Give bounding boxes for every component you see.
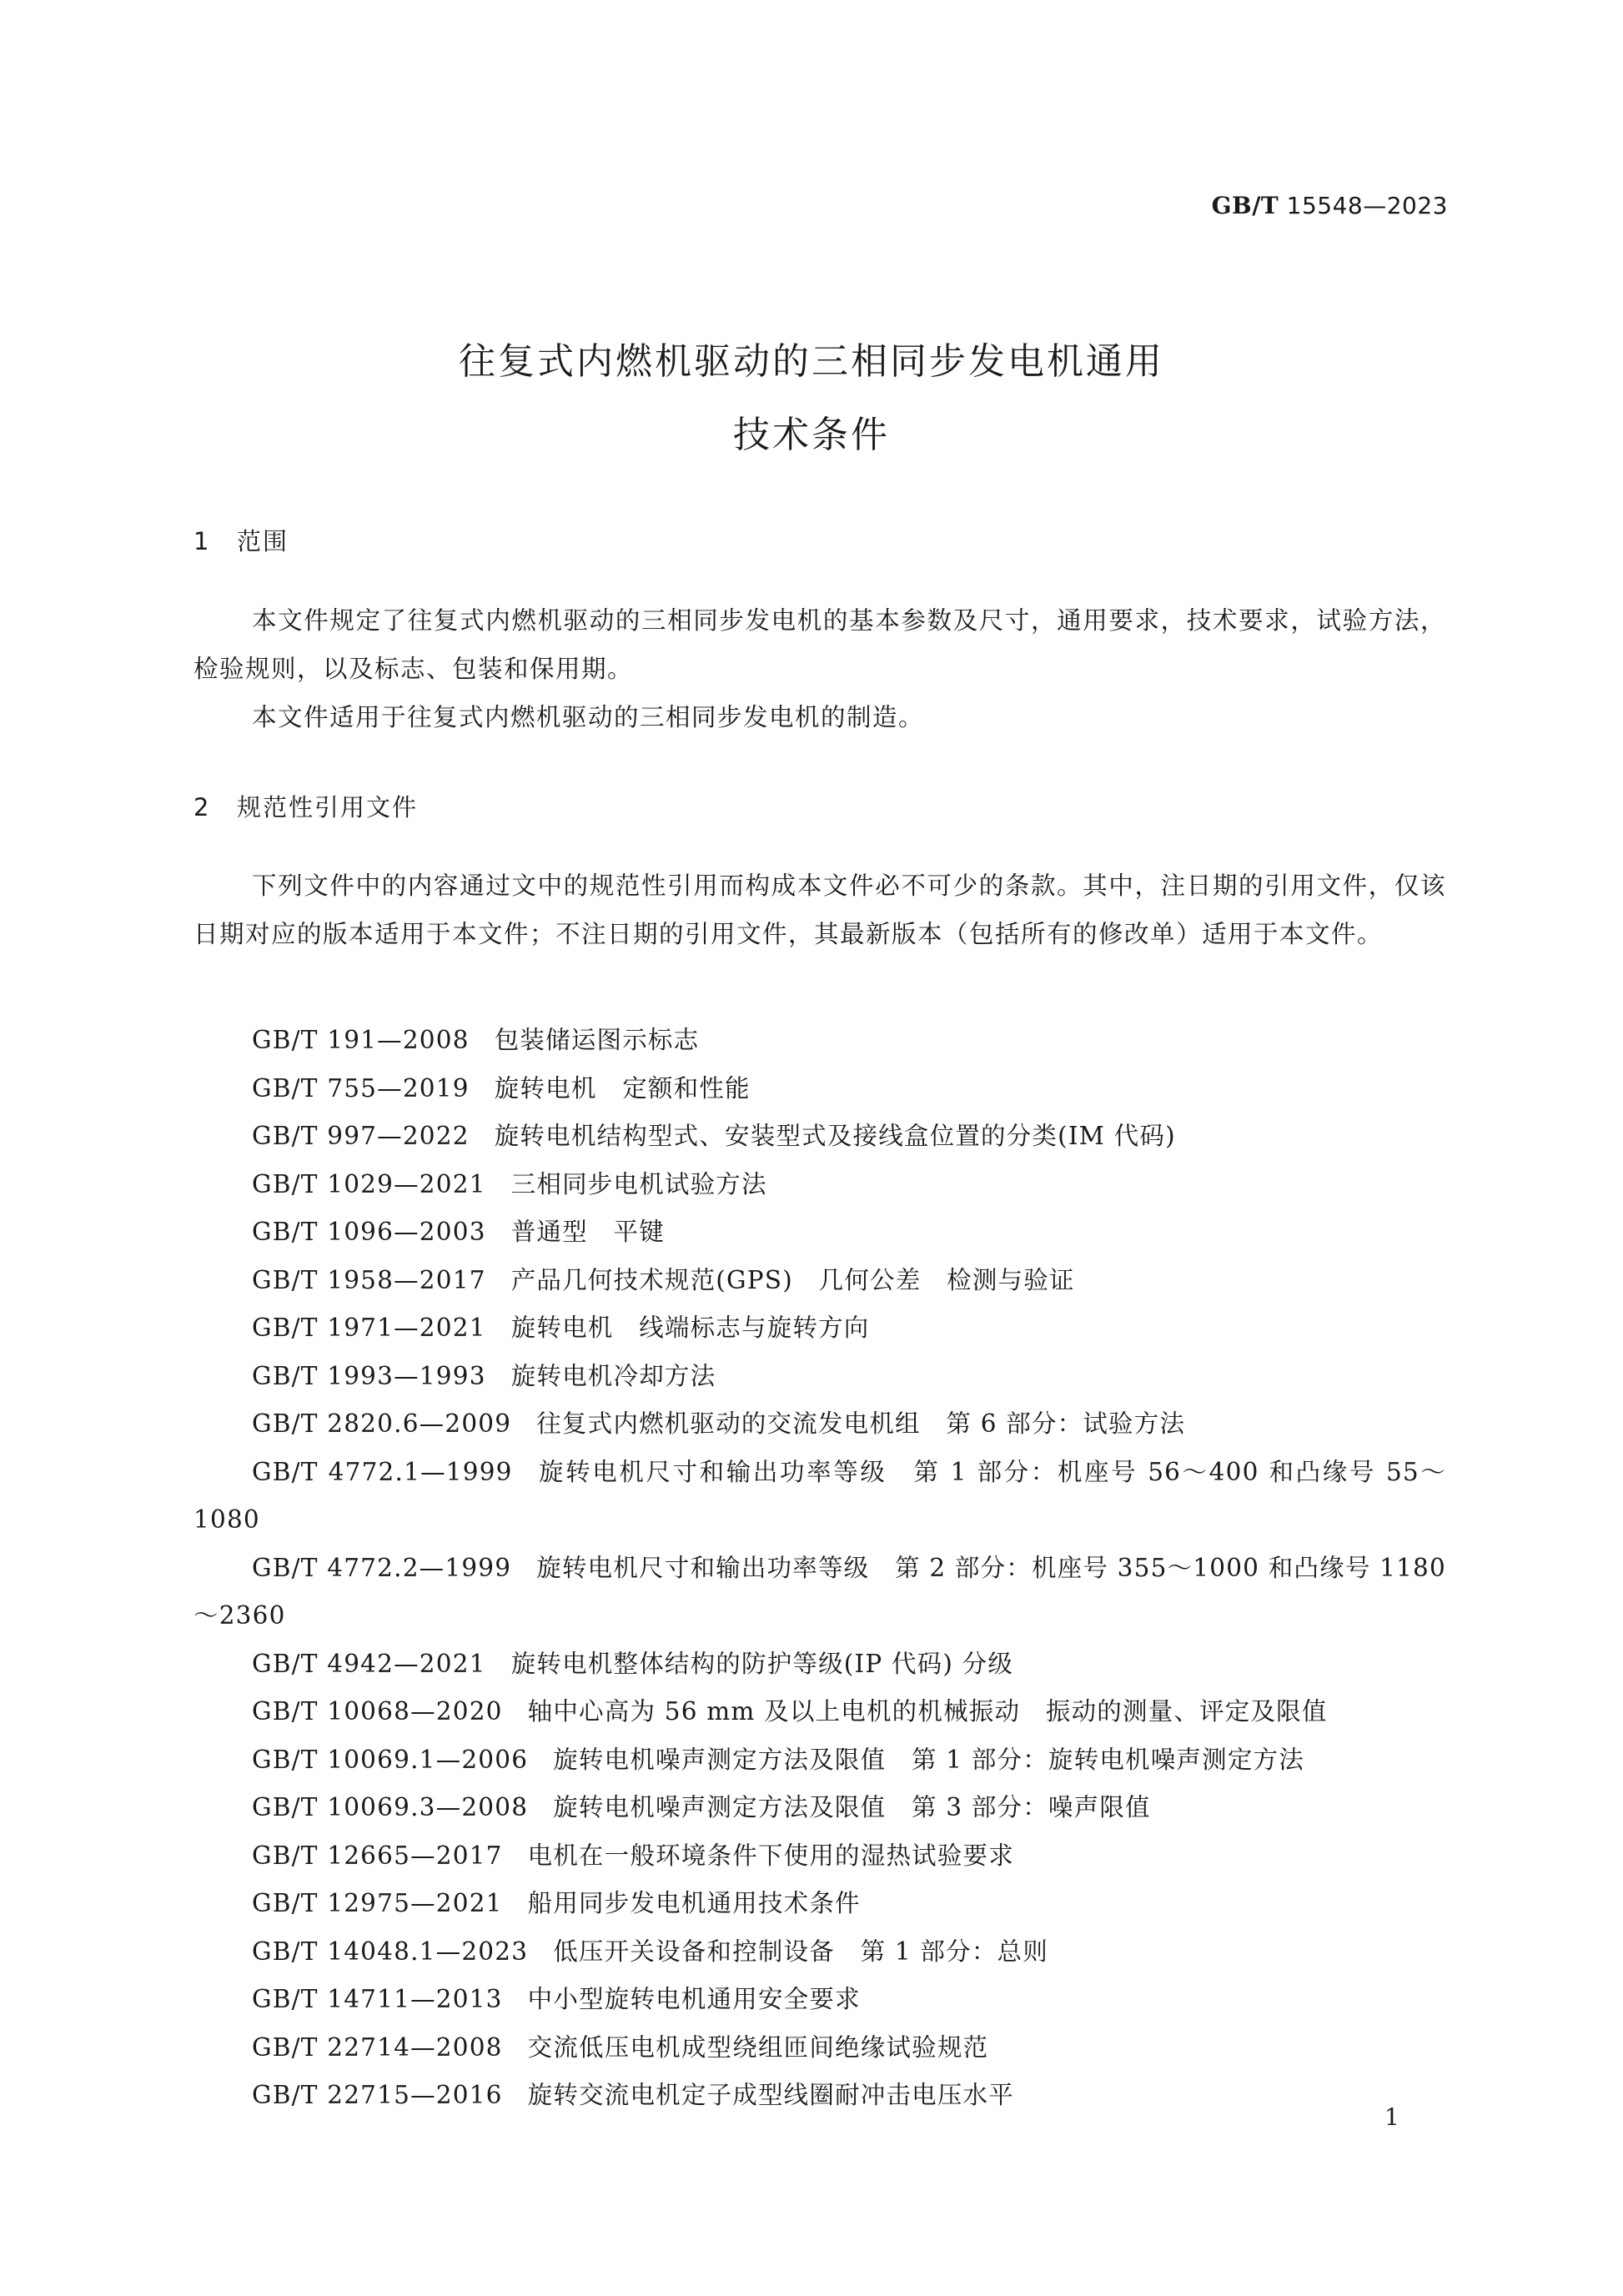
reference-item <box>193 1400 1446 1449</box>
reference-title: 低压开关设备和控制设备 第 1 部分：总则 <box>553 1937 1048 1966</box>
reference-code: GB/T 1029—2021 <box>252 1169 486 1198</box>
reference-item <box>193 1161 1446 1209</box>
reference-code: GB/T 1958—2017 <box>252 1265 486 1294</box>
reference-item <box>193 1257 1446 1305</box>
section-2-number: 2 <box>193 793 211 821</box>
reference-code: GB/T 191—2008 <box>252 1026 470 1054</box>
reference-title: 旋转电机冷却方法 <box>510 1361 716 1390</box>
reference-item <box>193 1113 1446 1161</box>
reference-code: GB/T 1971—2021 <box>252 1314 486 1342</box>
reference-code: GB/T 4772.2—1999 <box>252 1553 512 1582</box>
scope-paragraph-2: 本文件适用于往复式内燃机驱动的三相同步发电机的制造。 <box>252 703 925 731</box>
reference-item <box>193 1928 1446 1977</box>
reference-code: GB/T 22714—2008 <box>252 2032 503 2062</box>
section-2-title: 规范性引用文件 <box>237 793 419 821</box>
scope-paragraph-1: 本文件规定了往复式内燃机驱动的三相同步发电机的基本参数及尺寸，通用要求，技术要求，试验方法，检验规则，以及标志、包装和保用期。 <box>193 606 1446 683</box>
reference-item <box>193 1688 1446 1736</box>
reference-item <box>193 1017 1446 1065</box>
reference-item <box>193 1784 1446 1832</box>
reference-title: 旋转电机 定额和性能 <box>494 1073 751 1103</box>
reference-item <box>193 1353 1446 1401</box>
reference-item <box>193 1880 1446 1928</box>
section-1-heading <box>193 523 289 557</box>
reference-code: GB/T 10068—2020 <box>252 1697 503 1726</box>
reference-item <box>193 1065 1446 1113</box>
reference-code: GB/T 22715—2016 <box>252 2081 503 2109</box>
reference-title: 普通型 平键 <box>510 1218 665 1246</box>
reference-item <box>193 1640 1446 1689</box>
reference-title: 电机在一般环境条件下使用的湿热试验要求 <box>527 1841 1014 1870</box>
reference-code: GB/T 4772.1—1999 <box>252 1457 513 1486</box>
reference-title: 旋转电机结构型式、安装型式及接线盒位置的分类(IM 代码) <box>494 1122 1176 1150</box>
reference-title: 旋转交流电机定子成型线圈耐冲击电压水平 <box>527 2081 1014 2109</box>
references-intro: 下列文件中的内容通过文中的规范性引用而构成本文件必不可少的条款。其中，注日期的引用文件，仅该日期对应的版本适用于本文件；不注日期的引用文件，其最新版本（包括所有的修改单）适用于本文件。 <box>193 872 1446 948</box>
reference-code: GB/T 12665—2017 <box>252 1841 503 1870</box>
reference-list <box>193 1017 1446 2120</box>
reference-code: GB/T 10069.1—2006 <box>252 1745 529 1774</box>
reference-title: 旋转电机尺寸和输出功率等级 第 2 部分：机座号 355～1000 和凸缘号 1180～2360 <box>193 1553 1446 1630</box>
standard-number <box>1212 192 1448 219</box>
reference-title: 三相同步电机试验方法 <box>510 1169 767 1198</box>
reference-item <box>193 2024 1446 2072</box>
reference-item <box>193 1304 1446 1353</box>
reference-code: GB/T 2820.6—2009 <box>252 1409 512 1438</box>
reference-title: 中小型旋转电机通用安全要求 <box>527 1985 861 2013</box>
reference-title: 旋转电机尺寸和输出功率等级 第 1 部分：机座号 56～400 和凸缘号 55～1080 <box>193 1457 1446 1534</box>
reference-code: GB/T 1993—1993 <box>252 1361 486 1390</box>
reference-item <box>193 1545 1446 1640</box>
standard-prefix: GB/T <box>1211 192 1279 219</box>
reference-code: GB/T 1096—2003 <box>252 1218 486 1246</box>
page-number: 1 <box>1384 2103 1399 2131</box>
reference-item <box>193 1976 1446 2024</box>
reference-item <box>193 1832 1446 1881</box>
reference-title: 产品几何技术规范(GPS) 几何公差 检测与验证 <box>510 1265 1075 1294</box>
reference-title: 旋转电机噪声测定方法及限值 第 1 部分：旋转电机噪声测定方法 <box>553 1745 1304 1774</box>
reference-title: 轴中心高为 56 mm 及以上电机的机械振动 振动的测量、评定及限值 <box>527 1697 1328 1726</box>
reference-item <box>193 2072 1446 2120</box>
reference-code: GB/T 10069.3—2008 <box>252 1793 529 1821</box>
reference-title: 包装储运图示标志 <box>494 1026 700 1054</box>
standard-number-value: 15548—2023 <box>1286 192 1448 219</box>
reference-title: 交流低压电机成型绕组匝间绝缘试验规范 <box>527 2032 989 2062</box>
reference-title: 旋转电机 线端标志与旋转方向 <box>510 1314 870 1342</box>
reference-code: GB/T 755—2019 <box>252 1073 470 1103</box>
reference-code: GB/T 14711—2013 <box>252 1985 503 2013</box>
reference-title: 旋转电机噪声测定方法及限值 第 3 部分：噪声限值 <box>553 1793 1151 1821</box>
reference-item <box>193 1736 1446 1785</box>
reference-code: GB/T 4942—2021 <box>252 1649 486 1678</box>
reference-code: GB/T 12975—2021 <box>252 1889 503 1917</box>
reference-code: GB/T 997—2022 <box>252 1122 470 1150</box>
reference-title: 船用同步发电机通用技术条件 <box>527 1889 861 1917</box>
reference-item <box>193 1208 1446 1257</box>
title-line-2: 技术条件 <box>733 414 890 456</box>
reference-title: 旋转电机整体结构的防护等级(IP 代码) 分级 <box>510 1649 1014 1678</box>
section-1-title: 范围 <box>237 527 289 555</box>
reference-title: 往复式内燃机驱动的交流发电机组 第 6 部分：试验方法 <box>536 1409 1186 1438</box>
reference-item <box>193 1449 1446 1545</box>
title-line-1: 往复式内燃机驱动的三相同步发电机通用 <box>459 340 1164 383</box>
section-2-heading <box>193 789 418 823</box>
section-1-number: 1 <box>193 527 211 555</box>
document-title <box>0 325 1623 472</box>
reference-code: GB/T 14048.1—2023 <box>252 1937 529 1966</box>
